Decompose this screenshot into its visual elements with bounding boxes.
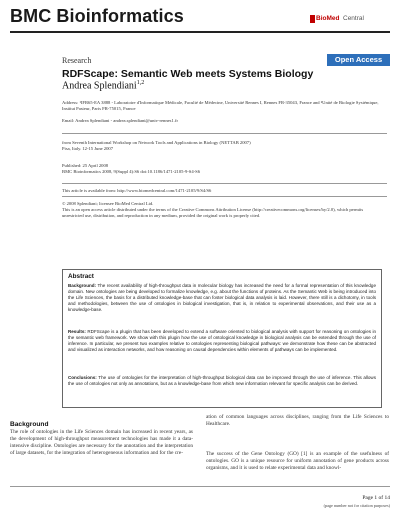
biomed-central-logo[interactable] xyxy=(310,9,384,33)
license-block xyxy=(62,201,382,220)
abstract-conclusions-text: The use of ontologies for the interpretation of high-throughput biological data can be improved through the use of inference. This allows the use of ontologies not only as annotations, but as a knowledge-base from which new information relevant for specific analysis can be derived. xyxy=(68,375,376,387)
abstract-box xyxy=(62,269,382,408)
section-label: Research xyxy=(62,56,92,65)
abstract-background-label: Background: xyxy=(68,283,97,288)
license-text: This is an open access article distributed under the terms of the Creative Commons Attribution License (http://creativecommons.org/licenses/by/2.0), which permits unrestricted use, distribution, and reproduction in any medium, provided the original work is properly cited. xyxy=(62,207,364,219)
open-access-badge: Open Access xyxy=(327,54,390,66)
publication-info xyxy=(62,163,382,175)
background-heading: Background xyxy=(10,421,49,428)
article-url-line[interactable]: This article is available from: http://www.biomedcentral.com/1471-2105/9/S4/S6 xyxy=(62,188,212,193)
abstract-conclusions-label: Conclusions: xyxy=(68,375,97,380)
header-rule xyxy=(10,31,390,33)
paper-title: RDFScape: Semantic Web meets Systems Biology xyxy=(62,68,314,80)
logo-suffix: Central xyxy=(343,15,364,22)
divider xyxy=(62,196,387,197)
abstract-results-label: Results: xyxy=(68,329,86,334)
abstract-background xyxy=(68,283,376,313)
published-date: Published: 25 April 2008 xyxy=(62,163,109,168)
email-line: Email: Andrea Splendiani - andrea.splendiani@univ-rennes1.fr xyxy=(62,118,178,123)
logo-brand: BioMed xyxy=(316,15,340,22)
divider xyxy=(62,133,387,134)
conference-name: from Seventh International Workshop on Network Tools and Applications in Biology (NETTAB 2007) xyxy=(62,140,251,145)
logo-mark-icon xyxy=(310,15,315,23)
abstract-conclusions xyxy=(68,375,376,387)
abstract-background-text: The recent availability of high-throughput data in molecular biology has increased the need for a formal representation of this knowledge domain. New ontologies are being developed to formalize knowledge, e.g. about the functions of proteins. As the Semantic Web is being introduced into the Life Sciences, the basis for a distributed knowledge-base that can foster biological data analysis is laid. However, there still is a dichotomy, in tools and methodologies, between the use of ontologies in biological investigation, that is, in relation to experimental observations, and their use as a knowledge-base. xyxy=(68,283,376,313)
divider xyxy=(62,183,387,184)
author-line xyxy=(62,80,144,91)
body-left-column: The role of ontologies in the Life Sciences domain has increased in recent years, as the development of high-throughput measurement technologies has made it a data-intensive discipline. Ontologies are necessary for the annotation and the interpretation of large datasets, for the integration of heterogeneous information and for the cre- xyxy=(10,429,193,457)
affiliation: Address: ¹IFR65-EA 3888 - Laboratoire d'Informatique Médicale, Faculté de Médecine, Université Rennes I, Rennes FR-35043, France and ²Unité de Biologie Systémique, Institut Pasteur, Paris FR-75015, France xyxy=(62,100,379,112)
conference-location: Pisa, Italy. 12-15 June 2007 xyxy=(62,146,113,152)
body-right-column-para-2: The success of the Gene Ontology (GO) [1] is an example of the usefulness of ontologies. GO is a unique resource for uniform annotation of gene products across organisms, and it is used to relate experimental data and knowl- xyxy=(206,451,389,472)
journal-title: BMC Bioinformatics xyxy=(10,6,184,26)
page-number: Page 1 of 14 xyxy=(362,495,390,501)
conference-info xyxy=(62,140,382,152)
author-affiliation-markers: 1,2 xyxy=(136,80,145,86)
abstract-results-text: RDFScape is a plugin that has been developed to extend a software oriented to biological analysis with support for reasoning on ontologies in the semantic web framework. We show with this plugin how the use of ontological knowledge in biological analysis can be extended through the use of inference. In particular, we present two examples relative to ontologies representing biological pathways: we demonstrate how these can be abstracted and visualized as interaction networks, and how reasoning on causal dependencies within elements of pathways can be implemented. xyxy=(68,329,376,353)
footer-rule xyxy=(10,486,390,487)
abstract-heading: Abstract xyxy=(68,273,94,280)
author-name: Andrea Splendiani xyxy=(62,80,137,92)
page-note: (page number not for citation purposes) xyxy=(323,503,390,508)
copyright: © 2008 Splendiani; licensee BioMed Central Ltd. xyxy=(62,201,154,206)
citation: BMC Bioinformatics 2008, 9(Suppl 4):S6 doi:10.1186/1471-2105-9-S4-S6 xyxy=(62,169,201,175)
abstract-results xyxy=(68,329,376,353)
body-right-column-para-1: ation of common languages across disciplines, ranging from the Life Sciences to Healthcare. xyxy=(206,414,389,428)
